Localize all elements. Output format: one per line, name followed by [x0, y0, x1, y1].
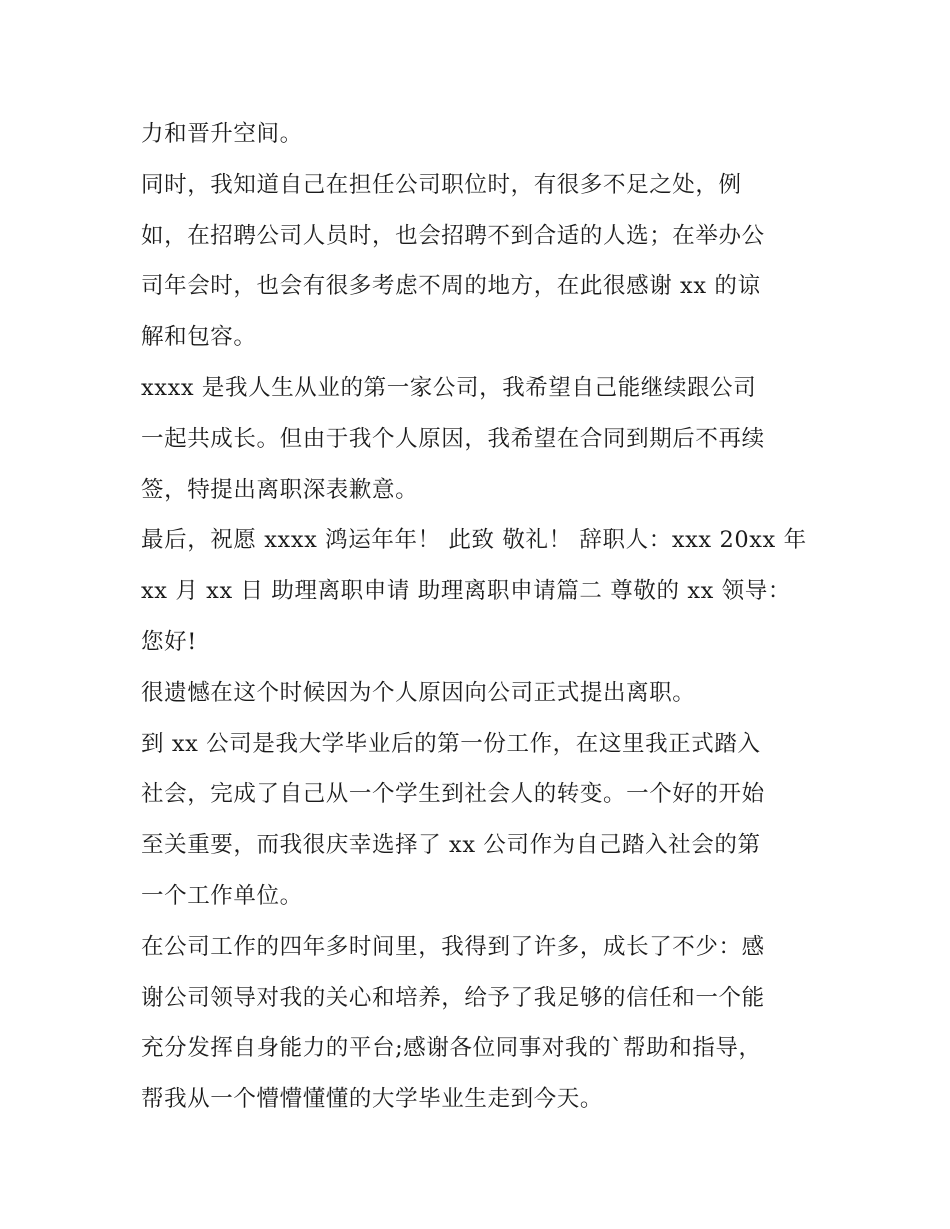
- text-line: 最后，祝愿 xxxx 鸿运年年！ 此致 敬礼！ 辞职人：xxx 20xx 年: [141, 527, 807, 554]
- text-line: xx 月 xx 日 助理离职申请 助理离职申请篇二 尊敬的 xx 领导：: [141, 578, 791, 605]
- text-line: 力和晋升空间。: [141, 121, 303, 147]
- text-line: 司年会时，也会有很多考虑不周的地方，在此很感谢 xx 的谅: [141, 273, 761, 300]
- text-line: 您好!: [141, 628, 197, 655]
- text-line: 谢公司领导对我的关心和培养，给予了我足够的信任和一个能: [141, 984, 765, 1011]
- text-line: 社会，完成了自己从一个学生到社会人的转变。一个好的开始: [141, 781, 765, 808]
- document-body: [141, 109, 821, 1125]
- text-line: 签，特提出离职深表歉意。: [141, 476, 419, 503]
- text-line: 在公司工作的四年多时间里，我得到了许多，成长了不少：感: [141, 933, 765, 960]
- text-line: xxxx 是我人生从业的第一家公司，我希望自己能继续跟公司: [141, 374, 757, 401]
- text-line: 很遗憾在这个时候因为个人原因向公司正式提出离职。: [141, 679, 696, 706]
- text-line: 充分发挥自身能力的平台;感谢各位同事对我的`帮助和指导，: [141, 1035, 762, 1062]
- text-line: 一起共成长。但由于我个人原因，我希望在合同到期后不再续: [141, 425, 765, 452]
- text-line: 解和包容。: [141, 324, 257, 351]
- text-line: 一个工作单位。: [141, 882, 303, 909]
- text-line: 如，在招聘公司人员时，也会招聘不到合适的人选；在举办公: [141, 222, 765, 249]
- text-line: 至关重要，而我很庆幸选择了 xx 公司作为自己踏入社会的第: [141, 832, 761, 859]
- text-line: 同时，我知道自己在担任公司职位时，有很多不足之处，例: [141, 171, 742, 198]
- text-line: 帮我从一个懵懵懂懂的大学毕业生走到今天。: [141, 1086, 604, 1113]
- text-line: 到 xx 公司是我大学毕业后的第一份工作，在这里我正式踏入: [141, 730, 761, 757]
